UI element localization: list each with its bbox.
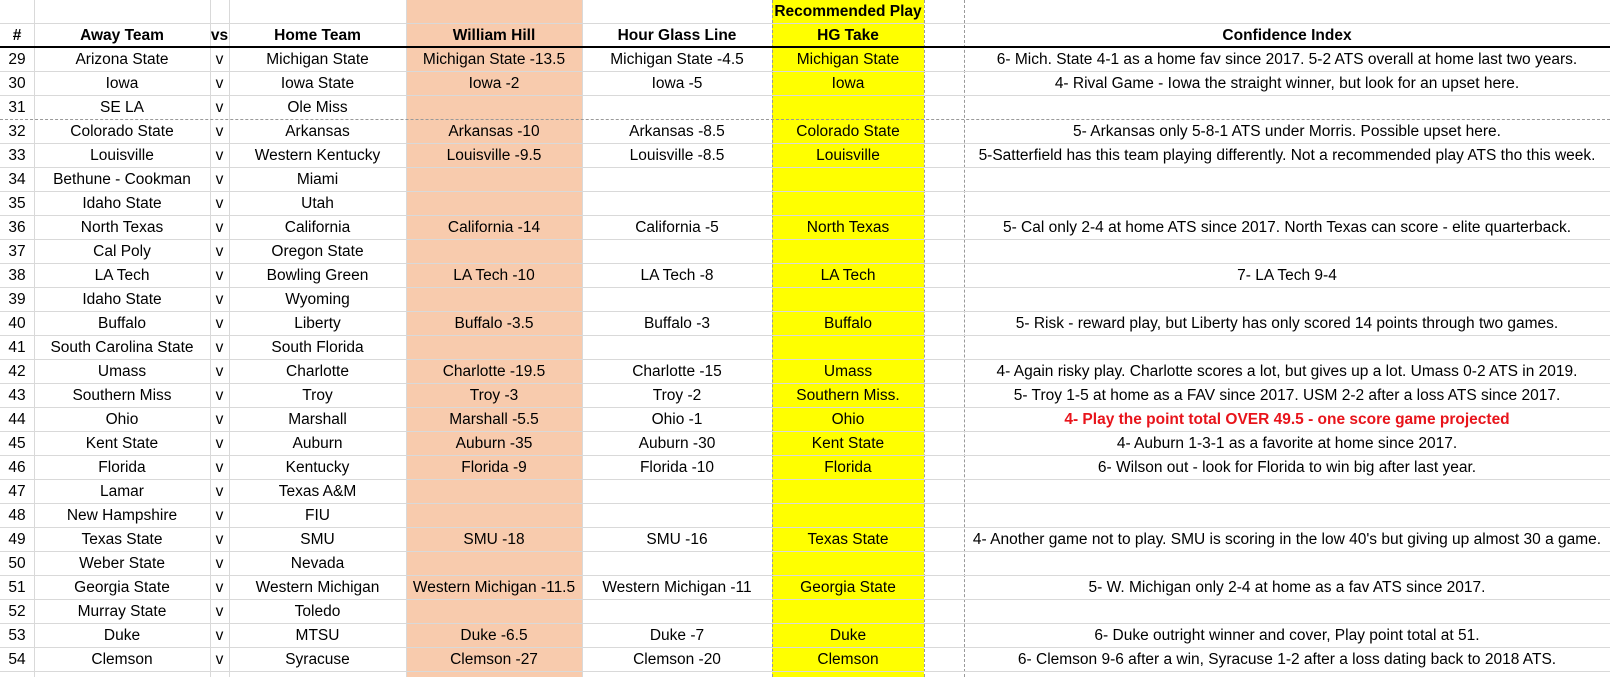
cell-take[interactable]	[772, 288, 924, 311]
cell-away[interactable]: Idaho State	[82, 291, 162, 308]
cell-conf[interactable]: 5- Troy 1-5 at home as a FAV since 2017. USM 2-2 after a loss ATS since 2017.	[1013, 387, 1561, 404]
table-row	[0, 312, 1610, 336]
cell-conf[interactable]: 4- Rival Game - Iowa the straight winner, but look for an upset here.	[1054, 75, 1520, 92]
cell-num[interactable]: 38	[8, 267, 26, 284]
cell-vs[interactable]: v	[215, 219, 224, 236]
cell-wh[interactable]: Troy -3	[469, 387, 519, 404]
cell-num[interactable]: 31	[8, 99, 26, 116]
cell-vs[interactable]: v	[215, 123, 224, 140]
cell-away[interactable]: LA Tech	[94, 267, 150, 284]
cell-away[interactable]: Buffalo	[98, 315, 146, 332]
table-row	[0, 360, 1610, 384]
cell-num[interactable]: 42	[8, 363, 26, 380]
cell-wh[interactable]: LA Tech -10	[453, 267, 535, 284]
cell-wh[interactable]: Louisville -9.5	[446, 147, 542, 164]
cell-vs[interactable]: v	[215, 459, 224, 476]
cell-home[interactable]: South Florida	[271, 339, 364, 356]
cell-conf[interactable]	[964, 96, 1610, 119]
cell-conf[interactable]: 4- Another game not to play. SMU is scoring in the low 40's but giving up almost 30 a game.	[972, 531, 1602, 548]
cell-num[interactable]: 49	[8, 531, 26, 548]
table-row	[0, 480, 1610, 504]
column-header-home[interactable]: Home Team	[274, 27, 361, 44]
cell-home[interactable]: Western Kentucky	[254, 147, 381, 164]
cell-num[interactable]: 51	[8, 579, 26, 596]
table-row	[0, 120, 1610, 144]
cell-away[interactable]: Texas State	[81, 531, 163, 548]
recommended-play-label: Recommended Play	[774, 3, 922, 20]
table-row	[0, 576, 1610, 600]
cell-num[interactable]: 35	[8, 195, 26, 212]
cell-conf[interactable]: 5- W. Michigan only 2-4 at home as a fav ATS since 2017.	[1088, 579, 1486, 596]
cell-home[interactable]: Liberty	[294, 315, 341, 332]
cell-away[interactable]: New Hampshire	[66, 507, 178, 524]
cell-conf[interactable]: 5- Arkansas only 5-8-1 ATS under Morris. Possible upset here.	[1073, 123, 1501, 140]
cell-take[interactable]	[772, 504, 924, 527]
cell-num[interactable]: 40	[8, 315, 26, 332]
cell-vs[interactable]: v	[215, 387, 224, 404]
cell-hg[interactable]	[582, 552, 772, 575]
cell-vs[interactable]: v	[215, 147, 224, 164]
cell-vs[interactable]: v	[215, 51, 224, 68]
table-row	[0, 144, 1610, 168]
cell-conf[interactable]: 6- Mich. State 4-1 as a home fav since 2017. 5-2 ATS overall at home last two years.	[996, 51, 1578, 68]
cell-vs[interactable]: v	[215, 267, 224, 284]
cell-home[interactable]: Toledo	[294, 603, 341, 620]
cell-vs[interactable]: v	[215, 75, 224, 92]
cell-away[interactable]: Arizona State	[75, 51, 169, 68]
cell-home[interactable]: SMU	[300, 531, 335, 548]
cell-wh[interactable]: Arkansas -10	[448, 123, 540, 140]
cell-hg[interactable]: Buffalo -3	[643, 315, 711, 332]
cell-num[interactable]: 32	[8, 123, 26, 140]
cell-wh[interactable]: Marshall -5.5	[449, 411, 539, 428]
cell-num[interactable]: 39	[8, 291, 26, 308]
cell-home[interactable]: FIU	[305, 507, 330, 524]
cell-vs[interactable]: v	[215, 195, 224, 212]
cell-conf[interactable]: 6- Wilson out - look for Florida to win big after last year.	[1097, 459, 1477, 476]
cell-take[interactable]: Iowa	[831, 75, 865, 92]
cell-away[interactable]: Georgia State	[74, 579, 170, 596]
cell-take[interactable]	[772, 480, 924, 503]
cell-away[interactable]: Murray State	[77, 603, 167, 620]
cell-hg[interactable]	[582, 96, 772, 119]
table-row	[0, 48, 1610, 72]
cell-take[interactable]: Buffalo	[824, 315, 872, 332]
cell-num[interactable]: 37	[8, 243, 26, 260]
cell-home[interactable]: Troy	[302, 387, 333, 404]
cell-away[interactable]: SE LA	[100, 99, 144, 116]
cell-conf[interactable]: 6- Clemson 9-6 after a win, Syracuse 1-2 after a loss dating back to 2018 ATS.	[1017, 651, 1557, 668]
cell-wh[interactable]: Florida -9	[461, 459, 527, 476]
cell-take[interactable]	[772, 600, 924, 623]
cell-num[interactable]: 45	[8, 435, 26, 452]
cell-vs[interactable]: v	[215, 579, 224, 596]
cell-home[interactable]: Bowling Green	[266, 267, 369, 284]
cell-hg[interactable]	[582, 600, 772, 623]
cell-take[interactable]: Clemson	[817, 651, 879, 668]
column-header-wh[interactable]: William Hill	[452, 27, 536, 44]
cell-away[interactable]: Duke	[103, 627, 141, 644]
cell-take[interactable]	[772, 240, 924, 263]
cell-conf[interactable]: 7- LA Tech 9-4	[1237, 267, 1337, 284]
cell-wh[interactable]	[406, 168, 582, 191]
cell-conf[interactable]	[964, 240, 1610, 263]
cell-conf[interactable]: 5- Risk - reward play, but Liberty has only scored 14 points through two games.	[1015, 315, 1559, 332]
cell-wh[interactable]: SMU -18	[463, 531, 525, 548]
cell-take[interactable]: LA Tech	[820, 267, 876, 284]
table-row	[0, 72, 1610, 96]
column-header-take[interactable]: HG Take	[817, 27, 879, 44]
cell-home[interactable]: Iowa State	[280, 75, 355, 92]
cell-take[interactable]	[772, 96, 924, 119]
table-row	[0, 168, 1610, 192]
cell-num[interactable]: 50	[8, 555, 26, 572]
cell-conf[interactable]	[964, 504, 1610, 527]
cell-hg[interactable]: Ohio -1	[651, 411, 703, 428]
cell-away[interactable]: Southern Miss	[72, 387, 172, 404]
table-row	[0, 456, 1610, 480]
cell-take[interactable]: Colorado State	[796, 123, 900, 140]
cell-take[interactable]: Texas State	[807, 531, 889, 548]
cell-num[interactable]: 47	[8, 483, 26, 500]
column-header-hg[interactable]: Hour Glass Line	[617, 27, 737, 44]
cell-vs[interactable]: v	[215, 507, 224, 524]
cell-take[interactable]: North Texas	[806, 219, 890, 236]
cell-take[interactable]: Ohio	[831, 411, 865, 428]
cell-wh[interactable]	[406, 96, 582, 119]
column-header-gap[interactable]	[924, 24, 964, 47]
cell-hg[interactable]: Charlotte -15	[632, 363, 722, 380]
cell-away[interactable]: Florida	[98, 459, 146, 476]
cell-num[interactable]: 53	[8, 627, 26, 644]
cell-hg[interactable]	[582, 288, 772, 311]
cell-vs[interactable]: v	[215, 315, 224, 332]
table-row	[0, 552, 1610, 576]
table-row	[0, 648, 1610, 672]
cell-home[interactable]: Oregon State	[271, 243, 364, 260]
cell-conf[interactable]: 4- Auburn 1-3-1 as a favorite at home since 2017.	[1116, 435, 1458, 452]
cell-conf[interactable]	[964, 192, 1610, 215]
cell-num[interactable]: 36	[8, 219, 26, 236]
cell-away[interactable]: Louisville	[90, 147, 154, 164]
cell-home[interactable]: Arkansas	[285, 123, 350, 140]
cell-wh[interactable]: Michigan State -13.5	[422, 51, 566, 68]
cell-conf[interactable]: 5- Cal only 2-4 at home ATS since 2017. North Texas can score - elite quarterback.	[1002, 219, 1572, 236]
cell-home[interactable]: California	[284, 219, 351, 236]
cell-away[interactable]: North Texas	[80, 219, 164, 236]
cell-home[interactable]: Nevada	[290, 555, 345, 572]
cell-wh[interactable]: Auburn -35	[455, 435, 533, 452]
cell-take[interactable]	[772, 192, 924, 215]
table-row	[0, 192, 1610, 216]
cell-conf[interactable]	[964, 480, 1610, 503]
cell-wh[interactable]	[406, 240, 582, 263]
cell-vs[interactable]: v	[215, 651, 224, 668]
cell-away[interactable]: Cal Poly	[93, 243, 151, 260]
cell-hg[interactable]: LA Tech -8	[640, 267, 714, 284]
header-row-top	[0, 0, 1610, 24]
column-header-conf[interactable]: Confidence Index	[1222, 27, 1352, 44]
cell-take[interactable]	[772, 168, 924, 191]
cell-vs[interactable]: v	[215, 435, 224, 452]
cell-wh[interactable]: Duke -6.5	[460, 627, 528, 644]
table-row	[0, 96, 1610, 120]
cell-hg[interactable]	[582, 504, 772, 527]
cell-home[interactable]: Syracuse	[285, 651, 350, 668]
cell-hg[interactable]: Clemson -20	[633, 651, 721, 668]
cell-home[interactable]: MTSU	[295, 627, 340, 644]
cell-vs[interactable]: v	[215, 339, 224, 356]
cell-wh[interactable]: Buffalo -3.5	[454, 315, 534, 332]
column-header-vs[interactable]: vs	[210, 27, 229, 44]
cell-hg[interactable]: Michigan State -4.5	[610, 51, 744, 68]
cell-take[interactable]: Southern Miss.	[796, 387, 900, 404]
cell-home[interactable]: Charlotte	[286, 363, 349, 380]
table-row	[0, 504, 1610, 528]
cell-take[interactable]: Kent State	[811, 435, 885, 452]
cell-take[interactable]: Umass	[823, 363, 873, 380]
cell-num[interactable]: 34	[8, 171, 26, 188]
cell-num[interactable]: 33	[8, 147, 26, 164]
cell-wh[interactable]: Iowa -2	[468, 75, 520, 92]
cell-wh[interactable]	[406, 192, 582, 215]
cell-take[interactable]	[772, 336, 924, 359]
table-row	[0, 600, 1610, 624]
cell-num[interactable]: 46	[8, 459, 26, 476]
table-row	[0, 240, 1610, 264]
cell-wh[interactable]: Clemson -27	[450, 651, 538, 668]
cell-num[interactable]: 41	[8, 339, 26, 356]
cell-hg[interactable]: Auburn -30	[638, 435, 716, 452]
cell-away[interactable]: Clemson	[91, 651, 153, 668]
cell-take[interactable]: Florida	[824, 459, 872, 476]
table-row	[0, 408, 1610, 432]
table-row	[0, 288, 1610, 312]
cell-home[interactable]: Miami	[296, 171, 339, 188]
cell-num[interactable]: 29	[8, 51, 26, 68]
cell-num[interactable]: 43	[8, 387, 26, 404]
table-row	[0, 528, 1610, 552]
cell-conf[interactable]	[964, 168, 1610, 191]
cell-vs[interactable]: v	[215, 243, 224, 260]
cell-conf[interactable]	[964, 552, 1610, 575]
cell-hg[interactable]	[582, 168, 772, 191]
table-row	[0, 216, 1610, 240]
cell-vs[interactable]: v	[215, 483, 224, 500]
cell-take[interactable]: Duke	[829, 627, 867, 644]
cell-vs[interactable]: v	[215, 99, 224, 116]
cell-wh[interactable]	[406, 288, 582, 311]
cell-away[interactable]: Kent State	[85, 435, 159, 452]
cell-take[interactable]: Michigan State	[796, 51, 900, 68]
cell-home[interactable]: Western Michigan	[255, 579, 380, 596]
cell-conf[interactable]: 4- Again risky play. Charlotte scores a lot, but gives up a lot. Umass 0-2 ATS in 2019.	[996, 363, 1578, 380]
cell-take[interactable]	[772, 552, 924, 575]
cell-home[interactable]: Wyoming	[285, 291, 350, 308]
table-row	[0, 384, 1610, 408]
cell-vs[interactable]: v	[215, 291, 224, 308]
cell-home[interactable]: Auburn	[292, 435, 343, 452]
cell-wh[interactable]	[406, 480, 582, 503]
cell-hg[interactable]: SMU -16	[646, 531, 708, 548]
cell-vs[interactable]: v	[215, 363, 224, 380]
cell-vs[interactable]: v	[215, 555, 224, 572]
cell-hg[interactable]: Louisville -8.5	[629, 147, 725, 164]
cell-home[interactable]: Texas A&M	[278, 483, 357, 500]
cell-away[interactable]: Bethune - Cookman	[53, 171, 191, 188]
cell-vs[interactable]: v	[215, 171, 224, 188]
cell-wh[interactable]	[406, 552, 582, 575]
cell-away[interactable]: Ohio	[105, 411, 139, 428]
cell-num[interactable]: 44	[8, 411, 26, 428]
cell-away[interactable]: Umass	[97, 363, 147, 380]
cell-home[interactable]: Michigan State	[266, 51, 369, 68]
table-row	[0, 336, 1610, 360]
cell-away[interactable]: Iowa	[105, 75, 139, 92]
column-header-num[interactable]: #	[12, 27, 22, 44]
cell-num[interactable]: 30	[8, 75, 26, 92]
cell-home[interactable]: Marshall	[288, 411, 347, 428]
column-header-away[interactable]: Away Team	[80, 27, 164, 44]
cell-home[interactable]: Kentucky	[285, 459, 350, 476]
cell-away[interactable]: Lamar	[100, 483, 144, 500]
cell-away[interactable]: South Carolina State	[50, 339, 194, 356]
cell-hg[interactable]: California -5	[635, 219, 719, 236]
cell-take[interactable]: Georgia State	[800, 579, 896, 596]
table-row	[0, 264, 1610, 288]
cell-away[interactable]: Colorado State	[70, 123, 174, 140]
cell-conf[interactable]: 5-Satterfield has this team playing differently. Not a recommended play ATS tho this week.	[978, 147, 1596, 164]
cell-hg[interactable]	[582, 240, 772, 263]
cell-wh[interactable]: Charlotte -19.5	[442, 363, 546, 380]
cell-home[interactable]: Ole Miss	[287, 99, 348, 116]
cell-vs[interactable]: v	[215, 411, 224, 428]
cell-hg[interactable]	[582, 336, 772, 359]
cell-hg[interactable]: Western Michigan -11	[602, 579, 752, 596]
cell-take[interactable]: Louisville	[816, 147, 880, 164]
cell-num[interactable]: 54	[8, 651, 26, 668]
table-row	[0, 624, 1610, 648]
cell-num[interactable]: 52	[8, 603, 26, 620]
cell-conf[interactable]: 4- Play the point total OVER 49.5 - one score game projected	[1064, 411, 1510, 428]
cell-vs[interactable]: v	[215, 603, 224, 620]
cell-wh[interactable]	[406, 504, 582, 527]
cell-away[interactable]: Weber State	[79, 555, 165, 572]
cell-vs[interactable]: v	[215, 627, 224, 644]
cell-num[interactable]: 48	[8, 507, 26, 524]
cell-conf[interactable]	[964, 288, 1610, 311]
cell-hg[interactable]: Iowa -5	[651, 75, 703, 92]
table-row	[0, 432, 1610, 456]
cell-hg[interactable]: Duke -7	[649, 627, 705, 644]
header-row	[0, 24, 1610, 48]
cell-hg[interactable]	[582, 192, 772, 215]
cell-home[interactable]: Utah	[301, 195, 334, 212]
cell-conf[interactable]	[964, 600, 1610, 623]
cell-conf[interactable]: 6- Duke outright winner and cover, Play point total at 51.	[1094, 627, 1480, 644]
cell-hg[interactable]: Arkansas -8.5	[629, 123, 725, 140]
cell-hg[interactable]: Florida -10	[639, 459, 715, 476]
cell-wh[interactable]	[406, 600, 582, 623]
cell-hg[interactable]: Troy -2	[652, 387, 702, 404]
cell-hg[interactable]	[582, 480, 772, 503]
cell-wh[interactable]: Western Michigan -11.5	[412, 579, 576, 596]
cell-wh[interactable]: California -14	[447, 219, 541, 236]
cell-away[interactable]: Idaho State	[82, 195, 162, 212]
cell-wh[interactable]	[406, 336, 582, 359]
cell-conf[interactable]	[964, 336, 1610, 359]
cell-vs[interactable]: v	[215, 531, 224, 548]
